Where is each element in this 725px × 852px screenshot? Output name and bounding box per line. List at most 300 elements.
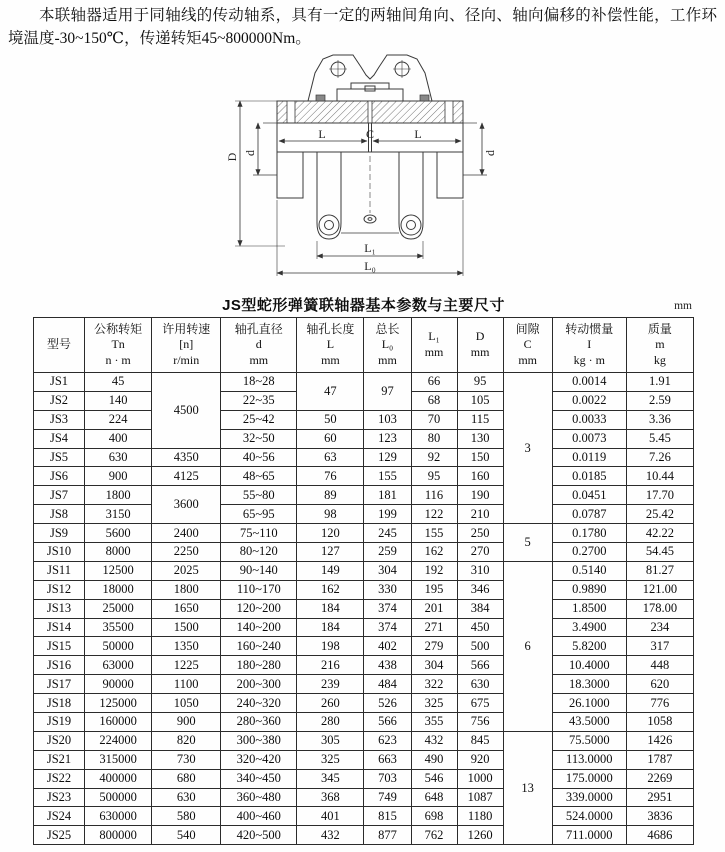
- cell-L1: 195: [411, 580, 457, 599]
- cell-model: JS16: [34, 656, 85, 675]
- cell-total-length: 245: [364, 524, 411, 543]
- cell-torque: 45: [85, 373, 152, 392]
- cell-D: 1260: [457, 826, 503, 845]
- cell-model: JS15: [34, 637, 85, 656]
- cell-model: JS4: [34, 429, 85, 448]
- dim-label-C: C: [365, 127, 375, 141]
- coupling-cover: [308, 55, 432, 101]
- cell-torque: 5600: [85, 524, 152, 543]
- cell-total-length: 374: [364, 618, 411, 637]
- cell-inertia: 175.0000: [552, 769, 626, 788]
- cell-bore-diameter: 110~170: [221, 580, 297, 599]
- cell-torque: 3150: [85, 505, 152, 524]
- cell-D: 500: [457, 637, 503, 656]
- cell-L1: 271: [411, 618, 457, 637]
- table-row: [34, 788, 694, 807]
- col-header-inertia: 转动惯量 I kg · m: [552, 318, 626, 373]
- cell-total-length: 181: [364, 486, 411, 505]
- table-unit: mm: [674, 300, 692, 312]
- cell-total-length: 438: [364, 656, 411, 675]
- table-row: [34, 807, 694, 826]
- cell-bore-diameter: 75~110: [221, 524, 297, 543]
- cell-speed: 1650: [152, 599, 221, 618]
- cell-D: 346: [457, 580, 503, 599]
- cell-bore-length: 325: [297, 750, 364, 769]
- cell-torque: 400000: [85, 769, 152, 788]
- cell-model: JS1: [34, 373, 85, 392]
- cell-mass: 2951: [626, 788, 693, 807]
- cell-bore-diameter: 65~95: [221, 505, 297, 524]
- cell-speed: 1100: [152, 675, 221, 694]
- cell-inertia: 0.0119: [552, 448, 626, 467]
- spring-leg-left: [317, 152, 341, 239]
- col-header-bore-length: 轴孔长度 L mm: [297, 318, 364, 373]
- table-row: [34, 656, 694, 675]
- cell-model: JS3: [34, 410, 85, 429]
- cell-bore-length: 260: [297, 694, 364, 713]
- cell-mass: 42.22: [626, 524, 693, 543]
- cell-inertia: 3.4900: [552, 618, 626, 637]
- table-row: [34, 618, 694, 637]
- cell-L1: 279: [411, 637, 457, 656]
- cell-L1: 95: [411, 467, 457, 486]
- cell-bore-length: 127: [297, 543, 364, 562]
- cell-model: JS7: [34, 486, 85, 505]
- cell-inertia: 0.0451: [552, 486, 626, 505]
- cell-torque: 315000: [85, 750, 152, 769]
- cell-bore-length: 184: [297, 599, 364, 618]
- cell-torque: 8000: [85, 543, 152, 562]
- cell-bore-length: 216: [297, 656, 364, 675]
- cell-bore-length: 50: [297, 410, 364, 429]
- cell-torque: 50000: [85, 637, 152, 656]
- cell-speed: 3600: [152, 486, 221, 524]
- cell-total-length: 484: [364, 675, 411, 694]
- cell-model: JS23: [34, 788, 85, 807]
- cell-D: 95: [457, 373, 503, 392]
- dim-label-L-right: L: [414, 127, 422, 141]
- cell-L1: 155: [411, 524, 457, 543]
- cell-inertia: 0.2700: [552, 543, 626, 562]
- cell-speed: 680: [152, 769, 221, 788]
- cell-bore-diameter: 40~56: [221, 448, 297, 467]
- col-header-model: 型号: [34, 318, 85, 373]
- cell-inertia: 0.5140: [552, 561, 626, 580]
- cell-torque: 18000: [85, 580, 152, 599]
- cell-bore-diameter: 18~28: [221, 373, 297, 392]
- cell-bore-diameter: 80~120: [221, 543, 297, 562]
- table-row: [34, 486, 694, 505]
- table-row: [34, 543, 694, 562]
- cell-model: JS18: [34, 694, 85, 713]
- cell-total-length: 877: [364, 826, 411, 845]
- dim-label-d-right: d: [483, 150, 497, 156]
- cell-bore-diameter: 48~65: [221, 467, 297, 486]
- cell-bore-length: 47: [297, 373, 364, 411]
- cell-mass: 1787: [626, 750, 693, 769]
- table-row: [34, 524, 694, 543]
- cell-L1: 201: [411, 599, 457, 618]
- cell-bore-length: 149: [297, 561, 364, 580]
- col-header-gap-C: 间隙 C mm: [503, 318, 552, 373]
- cell-total-length: 97: [364, 373, 411, 411]
- cell-total-length: 304: [364, 561, 411, 580]
- cell-L1: 432: [411, 731, 457, 750]
- cell-bore-diameter: 320~420: [221, 750, 297, 769]
- cell-bore-diameter: 22~35: [221, 391, 297, 410]
- cell-mass: 2.59: [626, 391, 693, 410]
- cell-torque: 12500: [85, 561, 152, 580]
- table-row: [34, 599, 694, 618]
- cell-total-length: 566: [364, 713, 411, 732]
- col-header-D: D mm: [457, 318, 503, 373]
- cell-bore-diameter: 240~320: [221, 694, 297, 713]
- cell-D: 160: [457, 467, 503, 486]
- table-row: [34, 429, 694, 448]
- cell-speed: 1225: [152, 656, 221, 675]
- cell-speed: 4125: [152, 467, 221, 486]
- cell-torque: 125000: [85, 694, 152, 713]
- cell-torque: 63000: [85, 656, 152, 675]
- cell-mass: 448: [626, 656, 693, 675]
- cell-bore-length: 368: [297, 788, 364, 807]
- cell-torque: 90000: [85, 675, 152, 694]
- cell-torque: 224: [85, 410, 152, 429]
- cell-model: JS9: [34, 524, 85, 543]
- table-row: [34, 826, 694, 845]
- cell-inertia: 524.0000: [552, 807, 626, 826]
- cell-D: 845: [457, 731, 503, 750]
- cell-model: JS24: [34, 807, 85, 826]
- cell-bore-length: 198: [297, 637, 364, 656]
- cell-model: JS11: [34, 561, 85, 580]
- cell-model: JS6: [34, 467, 85, 486]
- cell-D: 190: [457, 486, 503, 505]
- cell-inertia: 339.0000: [552, 788, 626, 807]
- cell-speed: 900: [152, 713, 221, 732]
- cell-speed: 2250: [152, 543, 221, 562]
- dim-label-D: D: [225, 152, 239, 162]
- cell-speed: 2400: [152, 524, 221, 543]
- cell-D: 210: [457, 505, 503, 524]
- cell-bore-diameter: 200~300: [221, 675, 297, 694]
- cell-inertia: 43.5000: [552, 713, 626, 732]
- coupling-diagram: [225, 53, 520, 291]
- cell-D: 130: [457, 429, 503, 448]
- cell-bore-diameter: 180~280: [221, 656, 297, 675]
- cell-bore-diameter: 340~450: [221, 769, 297, 788]
- cell-inertia: 0.0073: [552, 429, 626, 448]
- cell-gap-C: 13: [503, 731, 552, 844]
- cell-inertia: 0.0022: [552, 391, 626, 410]
- cell-L1: 68: [411, 391, 457, 410]
- cell-total-length: 129: [364, 448, 411, 467]
- cell-L1: 162: [411, 543, 457, 562]
- col-header-L1: L₁ mm: [411, 318, 457, 373]
- cell-mass: 121.00: [626, 580, 693, 599]
- table-row: [34, 750, 694, 769]
- cell-inertia: 10.4000: [552, 656, 626, 675]
- cell-speed: 1350: [152, 637, 221, 656]
- cell-mass: 178.00: [626, 599, 693, 618]
- cell-bore-length: 401: [297, 807, 364, 826]
- table-caption-row: [33, 294, 694, 316]
- cell-L1: 122: [411, 505, 457, 524]
- cell-model: JS12: [34, 580, 85, 599]
- table-row: [34, 675, 694, 694]
- cell-mass: 25.42: [626, 505, 693, 524]
- table-row: [34, 580, 694, 599]
- cell-L1: 304: [411, 656, 457, 675]
- cell-torque: 630000: [85, 807, 152, 826]
- cell-D: 384: [457, 599, 503, 618]
- cell-mass: 54.45: [626, 543, 693, 562]
- cell-model: JS5: [34, 448, 85, 467]
- cell-mass: 620: [626, 675, 693, 694]
- cell-torque: 900: [85, 467, 152, 486]
- col-header-bore-diameter: 轴孔直径 d mm: [221, 318, 297, 373]
- flange-bolt-left: [316, 95, 325, 101]
- cell-L1: 92: [411, 448, 457, 467]
- cell-bore-diameter: 300~380: [221, 731, 297, 750]
- cell-total-length: 103: [364, 410, 411, 429]
- table-row: [34, 694, 694, 713]
- cell-bore-length: 120: [297, 524, 364, 543]
- cell-D: 250: [457, 524, 503, 543]
- cell-speed: 4500: [152, 373, 221, 449]
- cell-mass: 81.27: [626, 561, 693, 580]
- col-header-speed: 许用转速 [n] r/min: [152, 318, 221, 373]
- parameters-table: [33, 317, 694, 845]
- cell-model: JS20: [34, 731, 85, 750]
- cell-total-length: 663: [364, 750, 411, 769]
- intro-paragraph: 本联轴器适用于同轴线的传动轴系，具有一定的两轴间角向、径向、轴向偏移的补偿性能，工作环境温度-30~150℃，传递转矩45~800000Nm。: [8, 7, 717, 48]
- cell-total-length: 259: [364, 543, 411, 562]
- cell-mass: 3.36: [626, 410, 693, 429]
- cell-L1: 698: [411, 807, 457, 826]
- cell-bore-diameter: 280~360: [221, 713, 297, 732]
- cell-mass: 317: [626, 637, 693, 656]
- cell-bore-length: 305: [297, 731, 364, 750]
- cell-L1: 762: [411, 826, 457, 845]
- cell-inertia: 5.8200: [552, 637, 626, 656]
- cell-D: 566: [457, 656, 503, 675]
- cell-inertia: 711.0000: [552, 826, 626, 845]
- cell-speed: 1050: [152, 694, 221, 713]
- cell-D: 630: [457, 675, 503, 694]
- cell-L1: 648: [411, 788, 457, 807]
- cell-gap-C: 3: [503, 373, 552, 524]
- cell-total-length: 330: [364, 580, 411, 599]
- cell-speed: 630: [152, 788, 221, 807]
- cell-L1: 192: [411, 561, 457, 580]
- cell-mass: 4686: [626, 826, 693, 845]
- cell-torque: 35500: [85, 618, 152, 637]
- cell-D: 270: [457, 543, 503, 562]
- cell-mass: 7.26: [626, 448, 693, 467]
- dim-label-d-left: d: [243, 150, 257, 156]
- table-row: [34, 467, 694, 486]
- cell-model: JS25: [34, 826, 85, 845]
- cell-bore-length: 184: [297, 618, 364, 637]
- cell-model: JS17: [34, 675, 85, 694]
- cell-speed: 730: [152, 750, 221, 769]
- cell-total-length: 123: [364, 429, 411, 448]
- table-row: [34, 410, 694, 429]
- cell-model: JS10: [34, 543, 85, 562]
- cell-L1: 70: [411, 410, 457, 429]
- table-header: [34, 318, 694, 373]
- cell-inertia: 0.1780: [552, 524, 626, 543]
- cell-bore-diameter: 420~500: [221, 826, 297, 845]
- cell-bore-length: 280: [297, 713, 364, 732]
- cell-inertia: 0.9890: [552, 580, 626, 599]
- cell-L1: 66: [411, 373, 457, 392]
- cell-mass: 234: [626, 618, 693, 637]
- cell-mass: 1058: [626, 713, 693, 732]
- cell-mass: 1.91: [626, 373, 693, 392]
- cell-L1: 80: [411, 429, 457, 448]
- cell-bore-diameter: 32~50: [221, 429, 297, 448]
- cell-speed: 540: [152, 826, 221, 845]
- cell-inertia: 0.0033: [552, 410, 626, 429]
- cell-torque: 160000: [85, 713, 152, 732]
- cell-inertia: 0.0185: [552, 467, 626, 486]
- cell-bore-diameter: 25~42: [221, 410, 297, 429]
- table-row: [34, 769, 694, 788]
- cell-bore-diameter: 140~200: [221, 618, 297, 637]
- cell-bore-diameter: 90~140: [221, 561, 297, 580]
- cell-total-length: 402: [364, 637, 411, 656]
- cell-mass: 776: [626, 694, 693, 713]
- cell-bore-length: 89: [297, 486, 364, 505]
- cell-inertia: 1.8500: [552, 599, 626, 618]
- cell-D: 150: [457, 448, 503, 467]
- cell-mass: 3836: [626, 807, 693, 826]
- cell-D: 310: [457, 561, 503, 580]
- cell-mass: 1426: [626, 731, 693, 750]
- cell-total-length: 526: [364, 694, 411, 713]
- flange-band: [277, 95, 463, 123]
- cell-model: JS14: [34, 618, 85, 637]
- cell-speed: 4350: [152, 448, 221, 467]
- cell-model: JS19: [34, 713, 85, 732]
- cell-bore-diameter: 55~80: [221, 486, 297, 505]
- col-header-mass: 质量 m kg: [626, 318, 693, 373]
- cell-inertia: 26.1000: [552, 694, 626, 713]
- cell-gap-C: 5: [503, 524, 552, 562]
- cell-total-length: 374: [364, 599, 411, 618]
- cell-model: JS22: [34, 769, 85, 788]
- cell-inertia: 18.3000: [552, 675, 626, 694]
- cell-mass: 10.44: [626, 467, 693, 486]
- cell-mass: 5.45: [626, 429, 693, 448]
- cell-torque: 25000: [85, 599, 152, 618]
- table-row: [34, 561, 694, 580]
- cell-total-length: 703: [364, 769, 411, 788]
- cell-D: 920: [457, 750, 503, 769]
- cell-L1: 355: [411, 713, 457, 732]
- cell-inertia: 113.0000: [552, 750, 626, 769]
- cell-total-length: 155: [364, 467, 411, 486]
- cell-bore-diameter: 360~480: [221, 788, 297, 807]
- cell-D: 675: [457, 694, 503, 713]
- cell-D: 1000: [457, 769, 503, 788]
- cell-bore-length: 345: [297, 769, 364, 788]
- cell-bore-length: 63: [297, 448, 364, 467]
- cell-bore-length: 162: [297, 580, 364, 599]
- cell-bore-length: 432: [297, 826, 364, 845]
- cell-D: 1087: [457, 788, 503, 807]
- table-row: [34, 713, 694, 732]
- cell-L1: 490: [411, 750, 457, 769]
- center-plug: [364, 215, 376, 223]
- cell-speed: 2025: [152, 561, 221, 580]
- cell-gap-C: 6: [503, 561, 552, 731]
- cell-bore-diameter: 400~460: [221, 807, 297, 826]
- cell-inertia: 0.0014: [552, 373, 626, 392]
- table-row: [34, 505, 694, 524]
- leg-bolt-left: [319, 215, 339, 235]
- cell-mass: 2269: [626, 769, 693, 788]
- leg-bolt-right: [401, 215, 421, 235]
- cell-bore-length: 60: [297, 429, 364, 448]
- cell-L1: 325: [411, 694, 457, 713]
- cell-torque: 400: [85, 429, 152, 448]
- cell-torque: 224000: [85, 731, 152, 750]
- cell-bore-length: 76: [297, 467, 364, 486]
- cell-speed: 1800: [152, 580, 221, 599]
- table-row: [34, 448, 694, 467]
- cell-torque: 630: [85, 448, 152, 467]
- cell-bore-length: 98: [297, 505, 364, 524]
- cell-D: 105: [457, 391, 503, 410]
- cell-total-length: 815: [364, 807, 411, 826]
- cell-total-length: 749: [364, 788, 411, 807]
- table-body: [34, 373, 694, 845]
- spring-leg-right: [399, 152, 423, 239]
- cell-model: JS13: [34, 599, 85, 618]
- spring-legs: [317, 152, 423, 239]
- table-title: JS型蛇形弹簧联轴器基本参数与主要尺寸: [222, 297, 505, 314]
- cell-bore-diameter: 160~240: [221, 637, 297, 656]
- cell-speed: 1500: [152, 618, 221, 637]
- cell-inertia: 75.5000: [552, 731, 626, 750]
- table-row: [34, 373, 694, 392]
- cell-torque: 1800: [85, 486, 152, 505]
- cell-D: 756: [457, 713, 503, 732]
- cell-torque: 140: [85, 391, 152, 410]
- cell-total-length: 623: [364, 731, 411, 750]
- cell-model: JS8: [34, 505, 85, 524]
- table-row: [34, 637, 694, 656]
- col-header-torque: 公称转矩 Tn n · m: [85, 318, 152, 373]
- cell-model: JS2: [34, 391, 85, 410]
- table-row: [34, 731, 694, 750]
- cell-speed: 580: [152, 807, 221, 826]
- cell-D: 450: [457, 618, 503, 637]
- dim-label-L1: L₁: [364, 241, 376, 255]
- cell-D: 115: [457, 410, 503, 429]
- cell-torque: 500000: [85, 788, 152, 807]
- cell-L1: 322: [411, 675, 457, 694]
- flange-bolt-right: [420, 95, 429, 101]
- cell-inertia: 0.0787: [552, 505, 626, 524]
- cell-bore-length: 239: [297, 675, 364, 694]
- col-header-total-length: 总长 L₀ mm: [364, 318, 411, 373]
- dim-label-L-left: L: [318, 127, 326, 141]
- cell-model: JS21: [34, 750, 85, 769]
